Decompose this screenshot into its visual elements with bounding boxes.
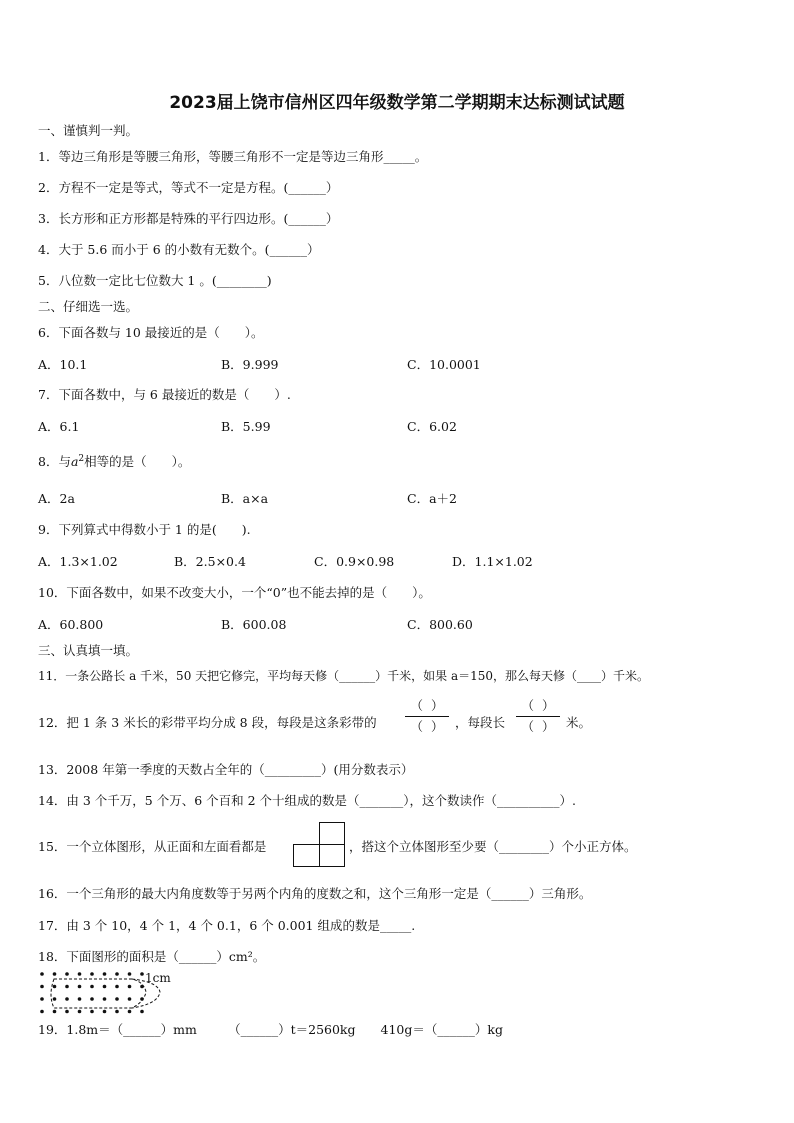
grid-dot <box>90 985 94 989</box>
question-18: 18．下面图形的面积是（______）cm²。 <box>38 949 266 964</box>
question-12-mid: ，每段长 <box>455 715 506 730</box>
question-3: 3．长方形和正方形都是特殊的平行四边形。(______） <box>38 211 339 226</box>
question-5: 5．八位数一定比七位数大 1 。(________) <box>38 273 272 288</box>
question-6-option-c: C．10.0001 <box>407 357 481 372</box>
grid-dot <box>53 985 57 989</box>
question-8-var: a <box>70 454 79 469</box>
grid-dot <box>103 997 107 1001</box>
grid-dot <box>40 985 44 989</box>
grid-dot <box>40 997 44 1001</box>
question-2: 2．方程不一定是等式，等式不一定是方程。(______） <box>38 180 339 195</box>
question-16: 16．一个三角形的最大内角度数等于另两个内角的度数之和，这个三角形一定是（______）三角形。 <box>38 886 592 901</box>
question-4: 4．大于 5.6 而小于 6 的小数有无数个。(______） <box>38 242 320 257</box>
grid-dot <box>53 1010 57 1014</box>
question-12-f1-num-open: （ <box>410 698 424 713</box>
grid-dot <box>140 1010 144 1014</box>
question-7-stem: 7．下面各数中，与 6 最接近的数是（ ）. <box>38 387 291 402</box>
question-10-option-a: A．60.800 <box>38 617 104 632</box>
grid-dot <box>78 1010 82 1014</box>
grid-dot <box>53 997 57 1001</box>
question-1: 1．等边三角形是等腰三角形，等腰三角形不一定是等边三角形_____。 <box>38 149 428 164</box>
question-8-option-c: C．a＋2 <box>407 491 457 506</box>
grid-dot <box>90 972 94 976</box>
question-12-f2-num-open: （ <box>521 698 535 713</box>
grid-dot <box>78 997 82 1001</box>
figure-square <box>319 822 345 845</box>
fraction-bar <box>516 716 560 717</box>
grid-dot <box>65 997 69 1001</box>
section-heading-1: 一、谨慎判一判。 <box>38 123 139 138</box>
question-10-stem: 10．下面各数中，如果不改变大小，一个“0”也不能去掉的是（ ）。 <box>38 585 431 600</box>
question-12-fraction-1 <box>405 697 449 736</box>
question-7-option-b: B．5.99 <box>221 419 271 434</box>
question-12-f1-num-close: ） <box>430 698 444 713</box>
grid-dot <box>40 1010 44 1014</box>
grid-dot <box>103 985 107 989</box>
shape-outline <box>51 979 146 1008</box>
question-8-stem-pre: 8．与 <box>38 454 71 469</box>
question-6-option-b: B．9.999 <box>221 357 279 372</box>
view-figure <box>293 822 345 867</box>
grid-dot <box>65 1010 69 1014</box>
grid-dot <box>78 985 82 989</box>
grid-dot <box>128 972 132 976</box>
section-heading-3: 三、认真填一填。 <box>38 643 139 658</box>
grid-dot <box>115 972 119 976</box>
question-12-f1-den-open: （ <box>410 719 424 734</box>
question-9-option-c: C．0.9×0.98 <box>314 554 395 569</box>
grid-dot <box>65 985 69 989</box>
figure-square <box>319 844 345 867</box>
grid-dot <box>53 972 57 976</box>
question-9-option-a: A．1.3×1.02 <box>38 554 118 569</box>
grid-dot <box>78 972 82 976</box>
question-6-option-a: A．10.1 <box>38 357 88 372</box>
grid-dot <box>103 1010 107 1014</box>
question-12-post: 米。 <box>566 715 592 730</box>
grid-dot <box>128 1010 132 1014</box>
question-9-option-b: B．2.5×0.4 <box>174 554 246 569</box>
unit-label: 1cm <box>145 971 171 985</box>
question-7-option-c: C．6.02 <box>407 419 457 434</box>
grid-dot <box>115 997 119 1001</box>
question-12-f2-den-close: ） <box>541 719 555 734</box>
question-8-option-a: A．2a <box>38 491 75 506</box>
grid-dot <box>90 1010 94 1014</box>
grid-dot <box>90 997 94 1001</box>
section-heading-2: 二、仔细选一选。 <box>38 299 139 314</box>
grid-dot <box>140 972 144 976</box>
question-19: 19．1.8m＝（______）mm （______）t＝2560kg 410g＝（______）kg <box>38 1022 503 1037</box>
question-12-pre: 12．把 1 条 3 米长的彩带平均分成 8 段，每段是这条彩带的 <box>38 715 377 730</box>
question-15-pre: 15．一个立体图形，从正面和左面看都是 <box>38 839 267 854</box>
grid-dot <box>128 997 132 1001</box>
question-6-stem: 6．下面各数与 10 最接近的是（ ）。 <box>38 325 264 340</box>
grid-dot <box>115 985 119 989</box>
question-12-f2-den-open: （ <box>521 719 535 734</box>
grid-dot <box>115 1010 119 1014</box>
question-15-post: ，搭这个立体图形至少要（________）个小正方体。 <box>349 839 637 854</box>
question-8-exponent: 2 <box>78 453 85 464</box>
grid-dot <box>128 985 132 989</box>
grid-dot <box>40 972 44 976</box>
question-13: 13．2008 年第一季度的天数占全年的（_________）(用分数表示） <box>38 762 414 777</box>
question-17: 17．由 3 个 10，4 个 1，4 个 0.1，6 个 0.001 组成的数是_____. <box>38 918 416 933</box>
question-10-option-b: B．600.08 <box>221 617 287 632</box>
figure-square <box>293 844 320 867</box>
question-7-option-a: A．6.1 <box>38 419 80 434</box>
page-title: 2023届上饶市信州区四年级数学第二学期期末达标测试试题 <box>169 93 625 113</box>
grid-dot <box>65 972 69 976</box>
question-12-f1-den-close: ） <box>430 719 444 734</box>
fraction-bar <box>405 716 449 717</box>
question-9-option-d: D．1.1×1.02 <box>452 554 533 569</box>
question-8-option-b: B．a×a <box>221 491 269 506</box>
question-8-stem-post: 相等的是（ ）。 <box>84 454 191 469</box>
question-8-stem <box>38 452 190 470</box>
question-10-option-c: C．800.60 <box>407 617 473 632</box>
question-12-fraction-2 <box>516 697 560 736</box>
question-12-f2-num-close: ） <box>541 698 555 713</box>
question-9-stem: 9．下列算式中得数小于 1 的是( ). <box>38 522 251 537</box>
question-14: 14．由 3 个千万，5 个万、6 个百和 2 个十组成的数是（_______），这个数读作（__________）. <box>38 793 577 808</box>
grid-dot <box>103 972 107 976</box>
question-11: 11．一条公路长 a 千米，50 天把它修完，平均每天修（______）千米，如果 a＝150，那么每天修（____）千米。 <box>38 669 650 683</box>
